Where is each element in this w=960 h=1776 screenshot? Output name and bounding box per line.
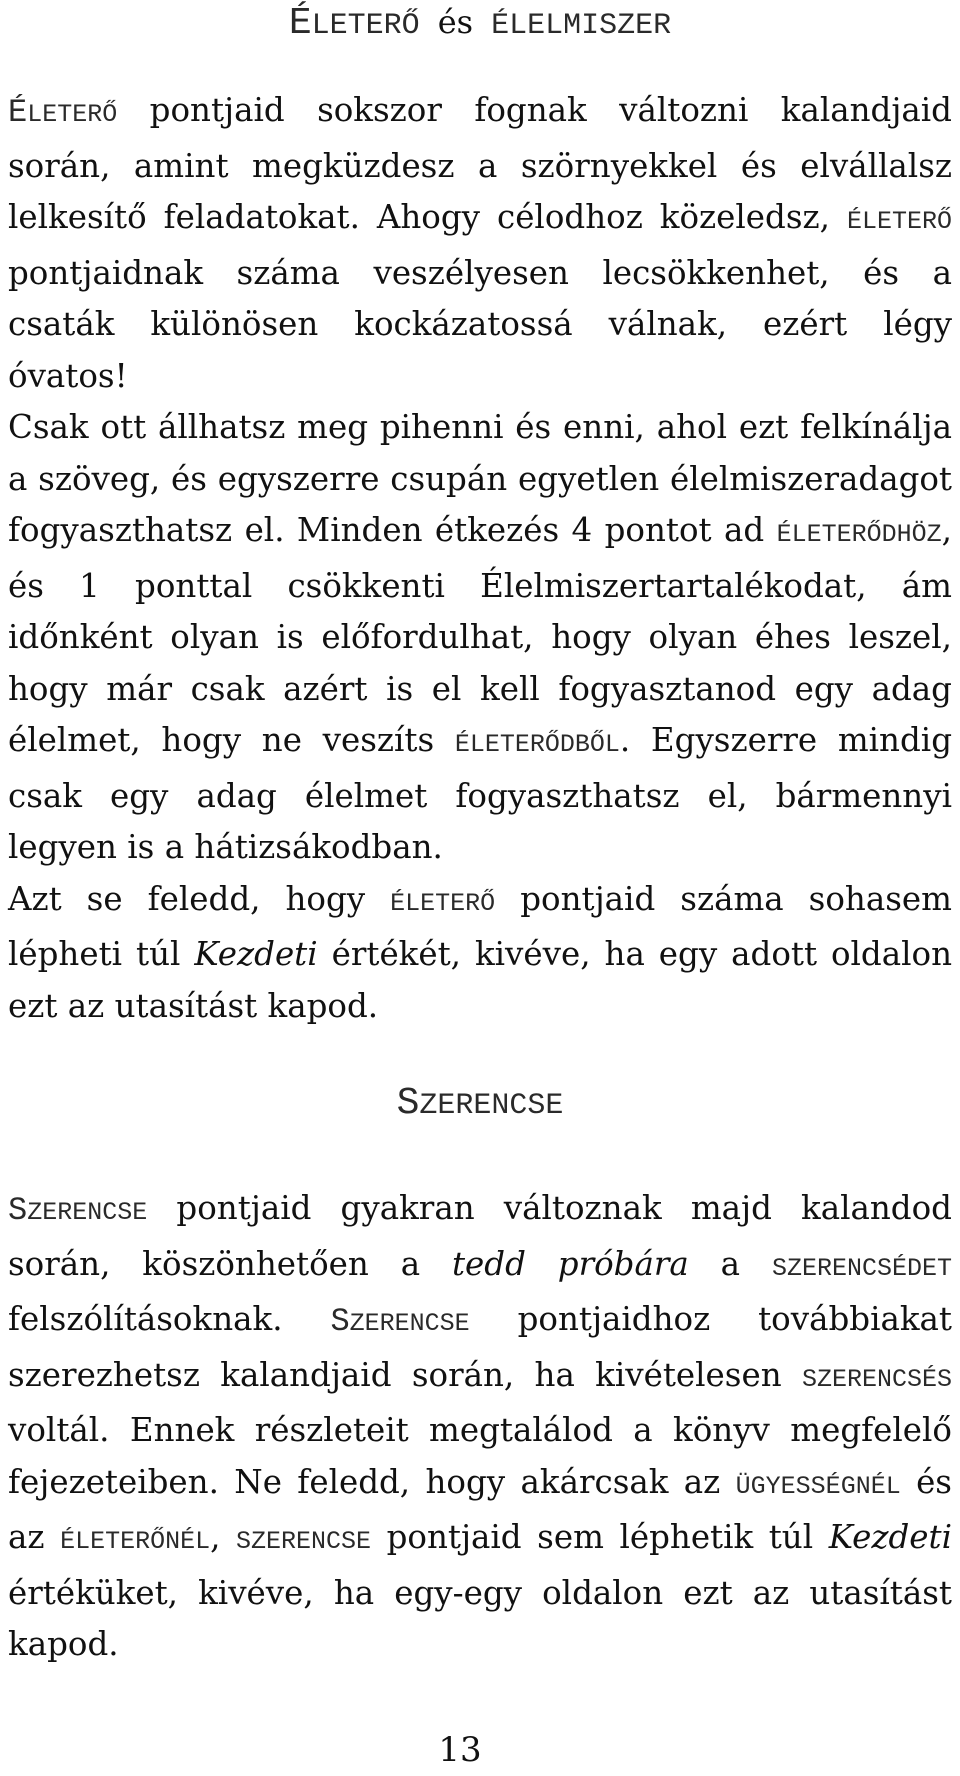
page-number: 13	[438, 1730, 482, 1770]
section-title-eletero-elelmiszer: ÉLETERŐ és ÉLELMISZER	[288, 2, 672, 45]
section-title-szerencse: SZERENCSE	[396, 1082, 564, 1125]
paragraph-szerencse: SZERENCSE pontjaid gyakran változnak majd kalandod során, köszönhetően a tedd próbára a SZERENCSÉDET felszólításoknak. SZERENCSE pontjaidhoz továbbiakat szerezhetsz kalandjaid során, ha kivételesen SZERENCSÉS voltál. Ennek részleteit megtalálod a könyv megfelelő fejezeteiben. Ne feledd, hogy akárcsak az ÜGYESSÉGNÉL és az ÉLETERŐNÉL, SZERENCSE pontjaid sem léphetik túl Kezdeti értéküket, kivéve, ha egy-egy oldalon ezt az utasítást kapod.	[8, 1189, 952, 1663]
paragraph-eletero-intro: ÉLETERŐ pontjaid sokszor fognak változni kalandjaid során, amint megküzdesz a szörnyekkel és elvállalsz lelkesítő feladatokat. Ahogy célodhoz közeledsz, ÉLETERŐ pontjaidnak száma veszélyesen lecsökkenhet, és a csaták különösen kockázatossá válnak, ezért légy óvatos!	[8, 91, 952, 395]
section1-body	[8, 85, 952, 1032]
section2-body	[8, 1183, 952, 1671]
paragraph-resting-eating: Csak ott állhatsz meg pihenni és enni, ahol ezt felkínálja a szöveg, és egyszerre csupán egyetlen élelmiszeradagot fogyaszthatsz el. Minden étkezés 4 pontot ad ÉLETERŐDHÖZ, és 1 ponttal csökkenti Élelmiszertartalékodat, ám időnként olyan is előfordulhat, hogy olyan éhes leszel, hogy már csak azért is el kell fogyasztanod egy adag élelmet, hogy ne veszíts ÉLETERŐDBŐL. Egyszerre mindig csak egy adag élelmet fogyaszthatsz el, bármennyi legyen is a hátizsákodban.	[8, 408, 952, 866]
paragraph-eletero-limit: Azt se feledd, hogy ÉLETERŐ pontjaid száma sohasem lépheti túl Kezdeti értékét, kivéve, ha egy adott oldalon ezt az utasítást kapod.	[8, 879, 952, 1025]
